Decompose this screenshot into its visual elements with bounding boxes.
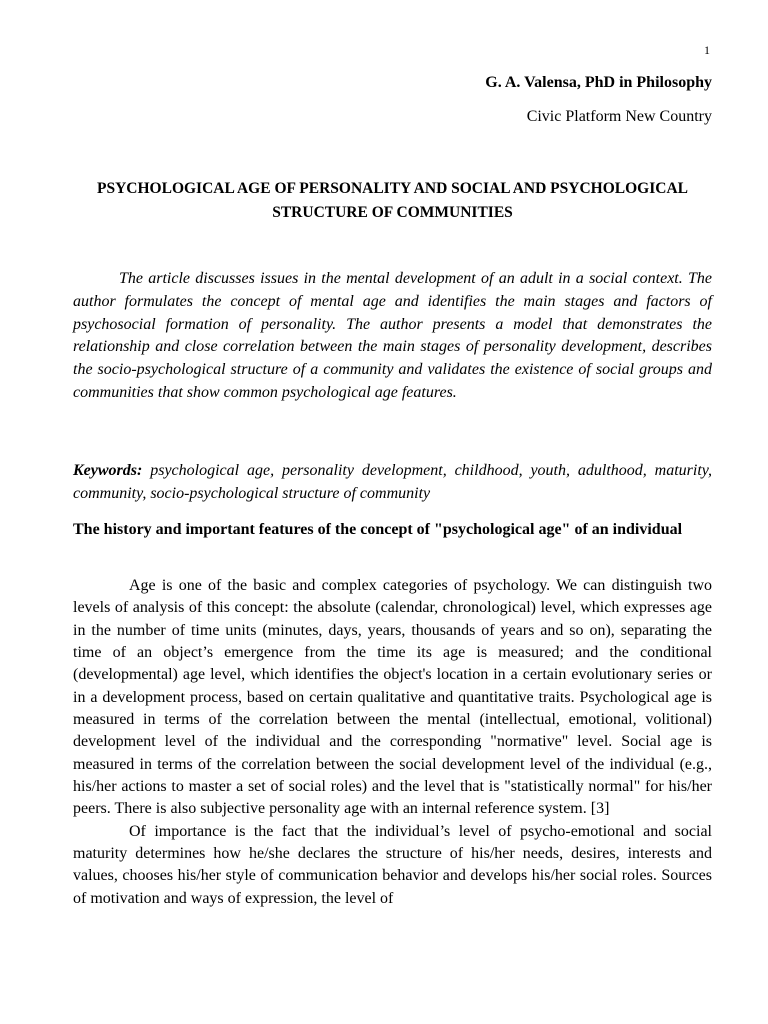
author-name: G. A. Valensa, PhD in Philosophy: [485, 74, 712, 91]
body-paragraph: Of importance is the fact that the individual’s level of psycho-emotional and social maturity determines how he/she declares the structure of his/her needs, desires, interests and values, chooses his/her style of communication behavior and develops his/her social roles. Sources of motivation and ways of expression, the level of: [73, 822, 712, 907]
keywords-label: Keywords:: [73, 462, 143, 479]
article-title: PSYCHOLOGICAL AGE OF PERSONALITY AND SOCIAL AND PSYCHOLOGICAL STRUCTURE OF COMMUNITIES: [97, 180, 688, 221]
page-number: 1: [704, 43, 710, 57]
keywords: [73, 460, 712, 505]
body-text: [73, 575, 712, 910]
body-paragraph: Age is one of the basic and complex categories of psychology. We can distinguish two levels of analysis of this concept: the absolute (calendar, chronological) level, which expresses age in the number of time units (minutes, days, years, thousands of years and so on), separating the time of an object’s emergence from the time its age is measured; and the conditional (developmental) age level, which identifies the object's location in a certain evolutionary series or in a development process, based on certain qualitative and quantitative traits. Psychological age is measured in terms of the correlation between the mental (intellectual, emotional, volitional) development level of the individual and the corresponding "normative" level. Social age is measured in terms of the correlation between the social development level of the individual (e.g., his/her actions to master a set of social roles) and the level that is "statistically normal" for his/her peers. There is also subjective personality age with an internal reference system. [3]: [73, 577, 712, 818]
article-abstract: The article discusses issues in the mental development of an adult in a social context. The author formulates the concept of mental age and identifies the main stages and factors of psychosocial formation of personality. The author presents a model that demonstrates the relationship and close correlation between the main stages of personality development, describes the socio-psychological structure of a community and validates the existence of social groups and communities that show common psychological age features.: [73, 270, 712, 401]
keywords-list: psychological age, personality development, childhood, youth, adulthood, maturity, community, socio-psychological structure of community: [73, 462, 713, 502]
author-affiliation: Civic Platform New Country: [526, 108, 712, 125]
section-heading: The history and important features of the concept of "psychological age" of an individual: [73, 521, 683, 538]
